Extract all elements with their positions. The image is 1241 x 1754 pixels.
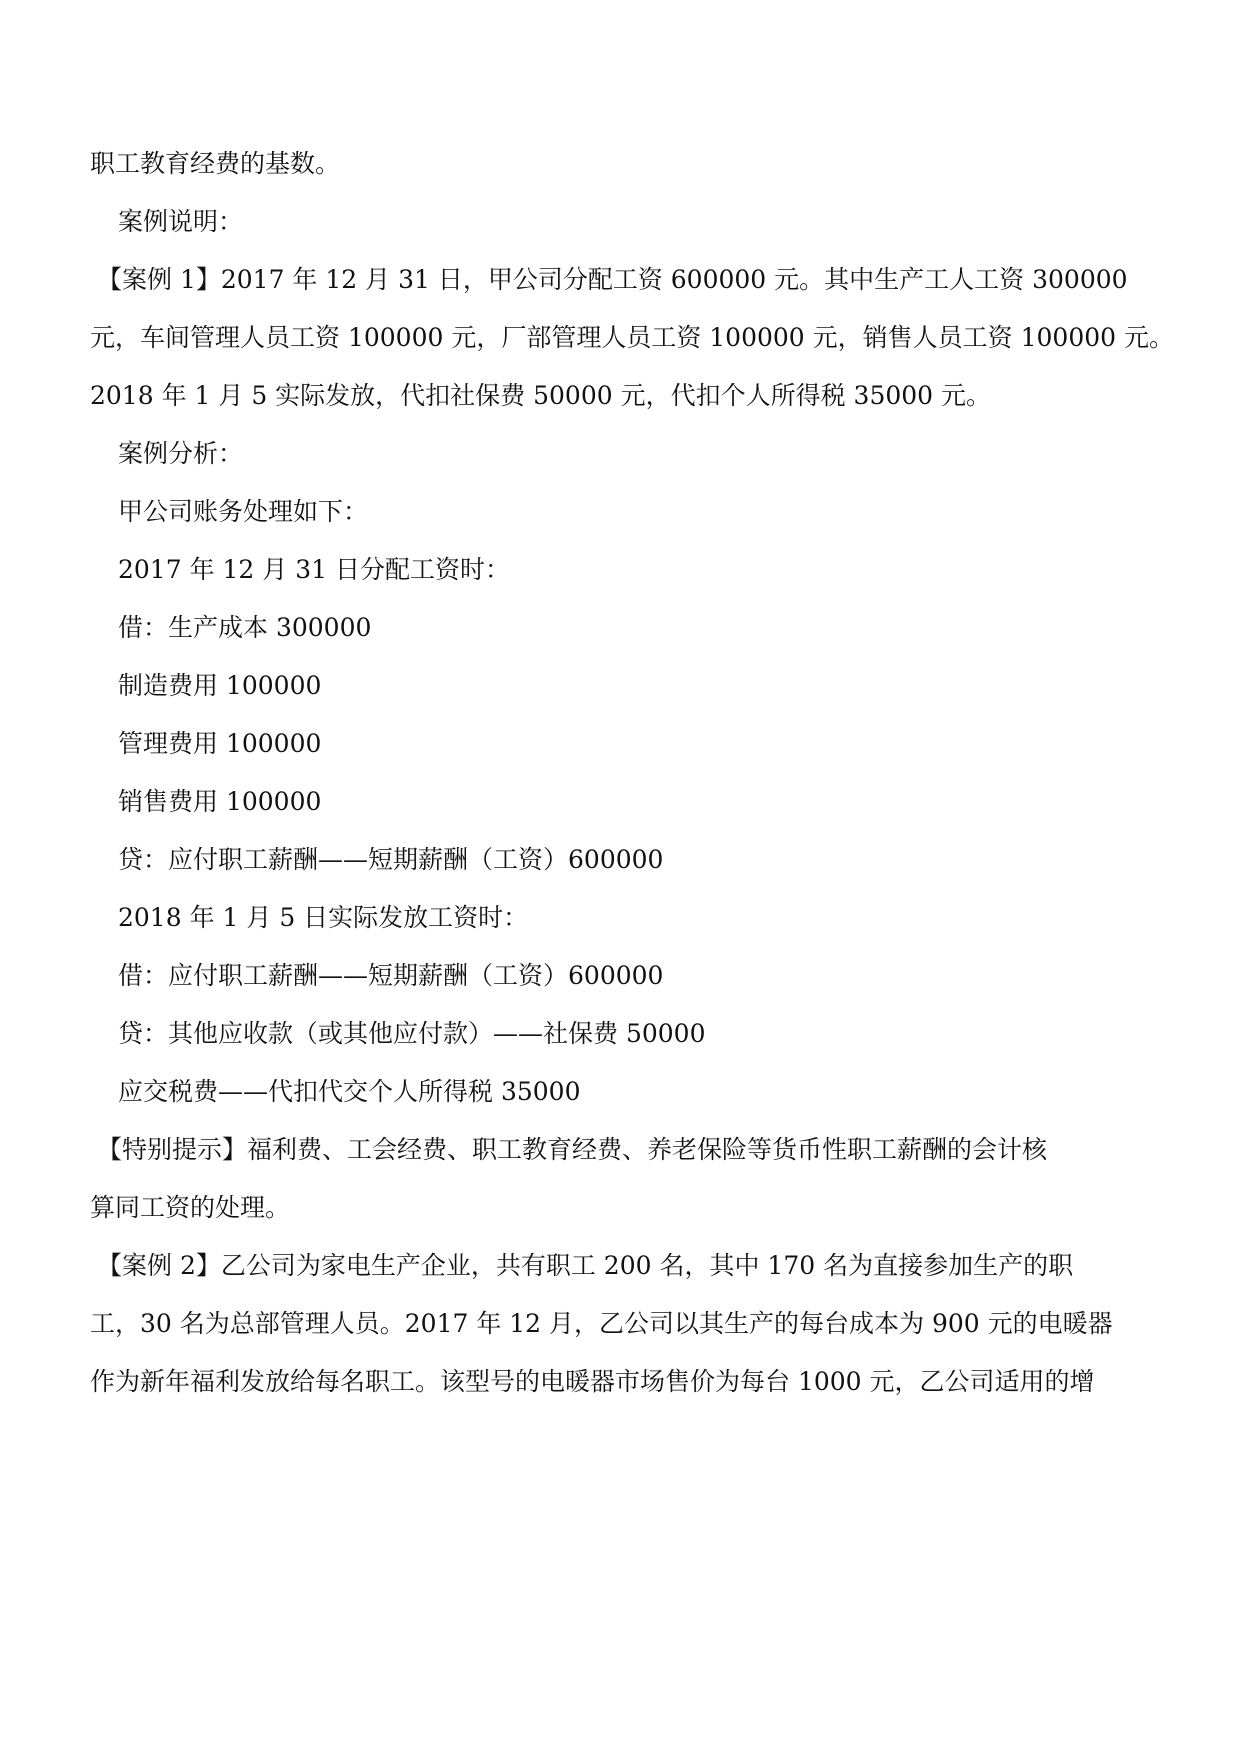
journal-entry-line: 借：应付职工薪酬——短期薪酬（工资）600000 (118, 961, 664, 990)
journal-entry-line: 贷：应付职工薪酬——短期薪酬（工资）600000 (118, 845, 664, 874)
special-tip-text: 【特别提示】福利费、工会经费、职工教育经费、养老保险等货币性职工薪酬的会计核 (97, 1135, 1048, 1164)
journal-entry-line: 贷：其他应收款（或其他应付款）——社保费 50000 (118, 1019, 706, 1048)
journal-entry-line: 应交税费——代扣代交个人所得税 35000 (118, 1077, 581, 1106)
text-line: 2018 年 1 月 5 日实际发放工资时： (118, 903, 529, 932)
text-line: 工，30 名为总部管理人员。2017 年 12 月，乙公司以其生产的每台成本为 900 元的电暖器 (90, 1309, 1113, 1338)
journal-entry-line: 管理费用 100000 (118, 729, 322, 758)
section-heading: 案例分析： (118, 439, 244, 468)
text-line: 作为新年福利发放给每名职工。该型号的电暖器市场售价为每台 1000 元，乙公司适用的增 (90, 1367, 1095, 1396)
journal-entry-line: 制造费用 100000 (118, 671, 322, 700)
section-heading: 案例说明： (118, 207, 244, 236)
text-line: 2018 年 1 月 5 实际发放，代扣社保费 50000 元，代扣个人所得税 35000 元。 (90, 381, 992, 410)
text-line: 2017 年 12 月 31 日分配工资时： (118, 555, 510, 584)
journal-entry-line: 销售费用 100000 (118, 787, 322, 816)
journal-entry-line: 借：生产成本 300000 (118, 613, 372, 642)
text-line: 元，车间管理人员工资 100000 元，厂部管理人员工资 100000 元，销售人员工资 100000 元。 (90, 323, 1174, 352)
text-line: 甲公司账务处理如下： (118, 497, 369, 526)
text-line: 职工教育经费的基数。 (90, 149, 341, 178)
case-2-text: 【案例 2】乙公司为家电生产企业，共有职工 200 名，其中 170 名为直接参加生产的职 (97, 1251, 1074, 1280)
case-1-text: 【案例 1】2017 年 12 月 31 日，甲公司分配工资 600000 元。其中生产工人工资 300000 (97, 265, 1128, 294)
text-line: 算同工资的处理。 (90, 1193, 291, 1222)
